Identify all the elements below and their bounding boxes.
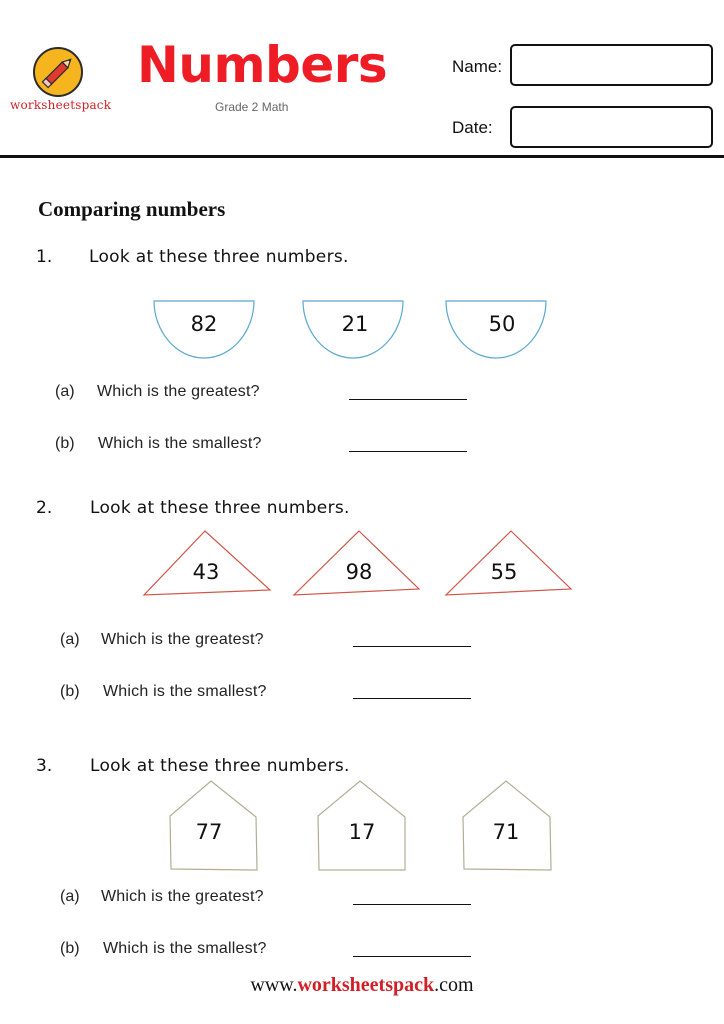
answer-line[interactable] <box>353 904 471 905</box>
question-prompt: Look at these three numbers. <box>90 756 350 776</box>
number-value: 21 <box>341 312 369 336</box>
question-prompt: Look at these three numbers. <box>90 498 350 518</box>
number-value: 43 <box>192 560 220 584</box>
footer-prefix: www. <box>250 974 298 996</box>
answer-line[interactable] <box>353 698 471 699</box>
part-label: (b) <box>60 940 80 957</box>
number-value: 17 <box>348 820 376 844</box>
page-title: Numbers <box>137 36 388 94</box>
footer-suffix: .com <box>434 974 474 996</box>
answer-line[interactable] <box>349 451 467 452</box>
logo-pencil-icon <box>32 46 84 98</box>
question-number: 1. <box>36 247 53 267</box>
part-label: (a) <box>60 631 80 648</box>
number-value: 71 <box>492 820 520 844</box>
part-text: Which is the smallest? <box>103 683 267 700</box>
question-number: 2. <box>36 498 53 518</box>
logo-text: worksheetspack <box>10 98 112 112</box>
part-text: Which is the greatest? <box>101 888 264 905</box>
number-value: 82 <box>190 312 218 336</box>
name-label: Name: <box>452 57 503 76</box>
part-label: (a) <box>60 888 80 905</box>
page-subtitle: Grade 2 Math <box>215 100 289 114</box>
number-value: 98 <box>345 560 373 584</box>
footer-url[interactable] <box>0 974 724 997</box>
part-text: Which is the greatest? <box>101 631 264 648</box>
part-label: (b) <box>60 683 80 700</box>
part-label: (a) <box>55 383 75 400</box>
number-value: 55 <box>490 560 518 584</box>
answer-line[interactable] <box>353 646 471 647</box>
question-prompt: Look at these three numbers. <box>89 247 349 267</box>
part-label: (b) <box>55 435 75 452</box>
date-field[interactable] <box>510 106 713 148</box>
part-text: Which is the smallest? <box>103 940 267 957</box>
header-divider <box>0 155 724 158</box>
number-value: 77 <box>195 820 223 844</box>
name-field[interactable] <box>510 44 713 86</box>
answer-line[interactable] <box>349 399 467 400</box>
section-title: Comparing numbers <box>38 197 226 221</box>
date-label: Date: <box>452 118 493 137</box>
part-text: Which is the greatest? <box>97 383 260 400</box>
number-value: 50 <box>488 312 516 336</box>
part-text: Which is the smallest? <box>98 435 262 452</box>
footer-brand: worksheetspack <box>297 974 435 996</box>
answer-line[interactable] <box>353 956 471 957</box>
question-number: 3. <box>36 756 53 776</box>
